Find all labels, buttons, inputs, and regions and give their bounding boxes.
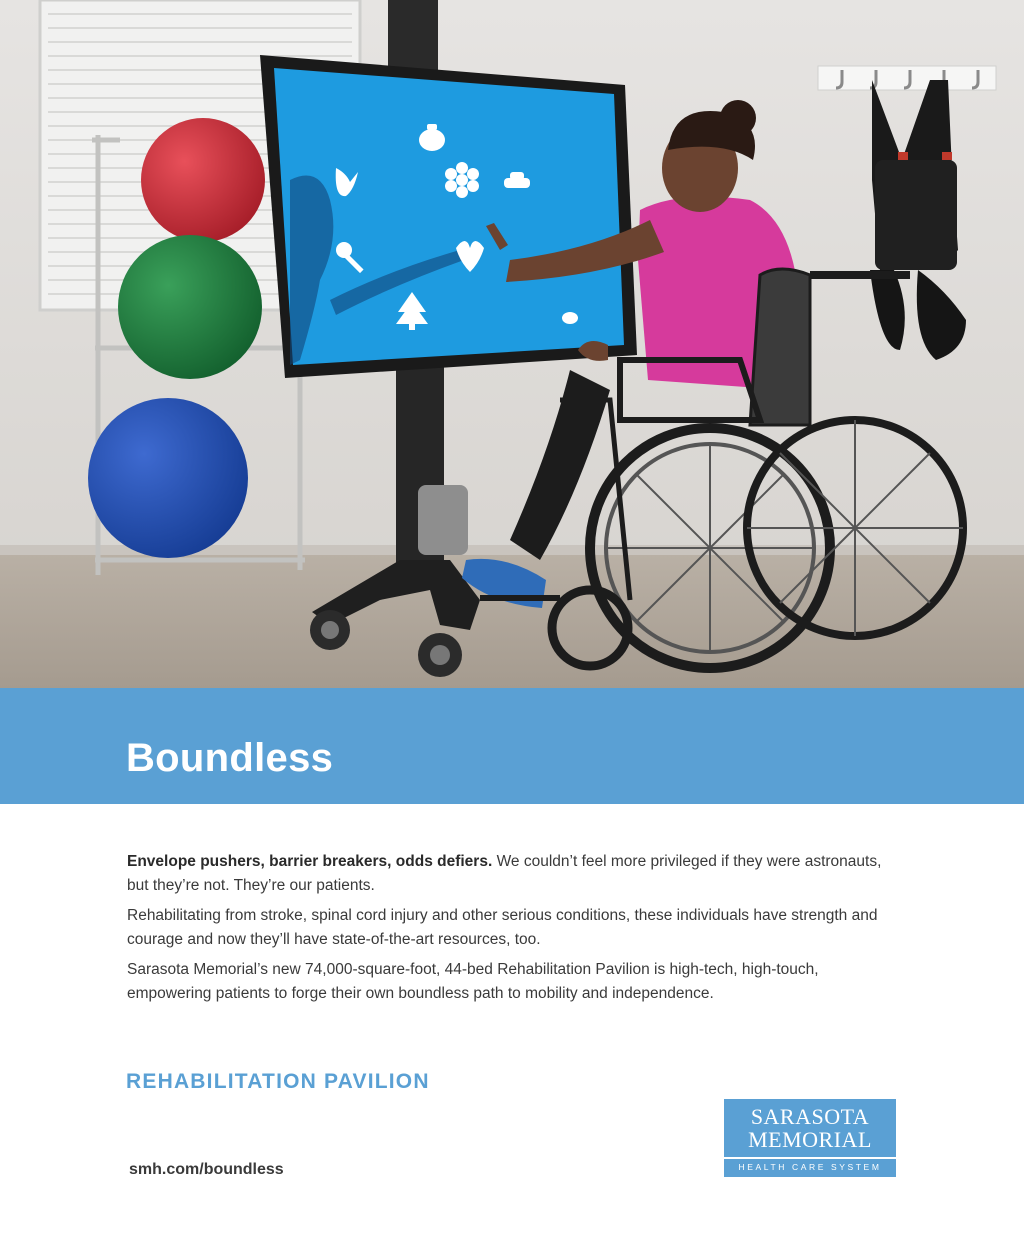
paragraph-2: Rehabilitating from stroke, spinal cord injury and other serious conditions, these individuals have strength and courage and now they’ll have state-of-the-art resources, too.	[127, 907, 878, 948]
logo-line-1: SARASOTA	[750, 1104, 870, 1129]
logo-line-2: MEMORIAL	[748, 1127, 872, 1152]
paragraph-1	[127, 850, 887, 898]
red-exercise-ball	[141, 118, 265, 242]
headline: Boundless	[126, 736, 334, 780]
blue-exercise-ball	[88, 398, 248, 558]
lead-phrase: Envelope pushers, barrier breakers, odds defiers.	[127, 853, 493, 870]
touchscreen-monitor	[260, 55, 637, 378]
sarasota-memorial-logo	[724, 1099, 896, 1177]
paragraph-1-rest: We couldn’t feel more privileged if they were astronauts, but they’re not. They’re our patients.	[127, 853, 882, 894]
logo-divider	[724, 1157, 896, 1159]
logo-line-3: HEALTH CARE SYSTEM	[738, 1162, 882, 1172]
paragraph-3: Sarasota Memorial’s new 74,000-square-foot, 44-bed Rehabilitation Pavilion is high-tech, high-touch, empowering patients to forge their own boundless path to mobility and independence.	[127, 961, 819, 1002]
website-link[interactable]: smh.com/boundless	[129, 1161, 284, 1178]
pavilion-title: REHABILITATION PAVILION	[126, 1070, 430, 1093]
body-copy	[127, 850, 887, 1012]
green-exercise-ball	[118, 235, 262, 379]
